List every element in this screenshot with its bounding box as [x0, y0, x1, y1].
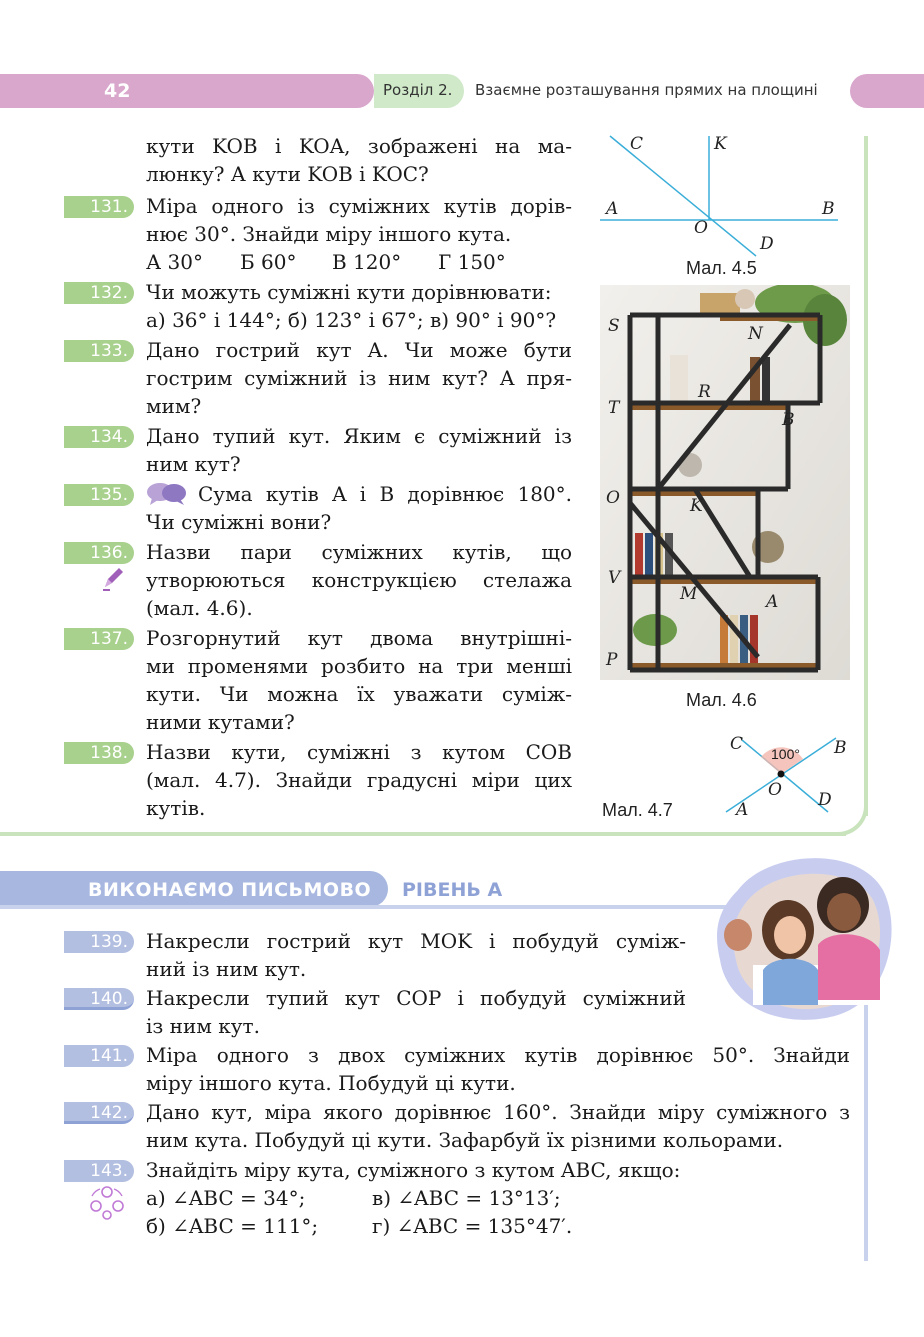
shelf-point-label: A — [766, 592, 779, 612]
shelf-point-label: O — [606, 488, 620, 508]
exercise-number: 141. — [64, 1045, 134, 1067]
exercise-text: а) 36° і 144°; б) 123° і 67°; в) 90° і 90°? — [146, 308, 557, 332]
exercise-number: 142. — [64, 1102, 134, 1124]
exercise-text: Дано кут, міра якого дорівнює 160°. Знайди міру суміжного з — [146, 1100, 850, 1124]
point-label: A — [606, 199, 619, 219]
exercise-text: Дано тупий кут. Яким є суміжний із — [146, 424, 572, 448]
point-label: C — [730, 734, 744, 754]
exercise-text: нює 30°. Знайди міру іншого кута. — [146, 222, 512, 246]
exercise-number: 137. — [64, 628, 134, 650]
point-label: O — [768, 780, 782, 800]
exercise-text: кутів. — [146, 796, 206, 820]
shelf-point-label: M — [680, 584, 698, 604]
shelf-point-label: B — [782, 410, 795, 430]
exercise-text: Накресли гострий кут MOK і побудуй суміж- — [146, 929, 686, 953]
answer-option: Б 60° — [240, 250, 297, 274]
point-label: B — [834, 738, 847, 758]
frame-bottom-border — [0, 832, 846, 836]
point-label: O — [694, 218, 708, 238]
exercise-text: ними кутами? — [146, 710, 295, 734]
header-bar — [0, 74, 374, 108]
shelf-point-label: T — [608, 398, 620, 418]
exercise-text: (мал. 4.6). — [146, 596, 253, 620]
exercise-number: 132. — [64, 282, 134, 304]
shelf-point-label: R — [698, 382, 711, 402]
exercise-text: ним кута. Побудуй ці кути. Зафарбуй їх різними кольорами. — [146, 1128, 784, 1152]
exercise-text: Сума кутів A і B дорівнює 180°. — [198, 482, 572, 506]
shelf-point-label: N — [748, 324, 763, 344]
exercise-text: мим? — [146, 394, 202, 418]
point-label: C — [630, 134, 644, 154]
shelf-point-label: S — [608, 316, 620, 336]
students-photo — [708, 850, 894, 1030]
frame-right-border — [864, 136, 868, 816]
exercise-text: Накресли тупий кут COP і побудуй суміжний — [146, 986, 686, 1010]
exercise-text: ми променями розбито на три менші — [146, 654, 572, 678]
speech-bubbles-icon — [146, 481, 188, 507]
point-label: D — [818, 790, 832, 810]
page-number: 42 — [104, 80, 131, 102]
exercise-text: Назви кути, суміжні з кутом COB — [146, 740, 572, 764]
exercise-number: 140. — [64, 988, 134, 1010]
exercise-text: із ним кут. — [146, 1014, 260, 1038]
exercise-text: Дано гострий кут A. Чи може бути — [146, 338, 572, 362]
figure-caption: Мал. 4.5 — [686, 258, 757, 278]
figure-caption: Мал. 4.7 — [602, 800, 673, 820]
section-label: Розділ 2. — [383, 81, 453, 99]
shelf-point-label: K — [690, 496, 703, 516]
header-right-tab — [850, 74, 924, 108]
answer-option: В 120° — [332, 250, 402, 274]
exercise-item: б) ∠ABC = 111°; — [146, 1214, 319, 1238]
pencil-icon — [100, 564, 126, 592]
exercise-text: гострим суміжний із ним кут? А пря- — [146, 366, 572, 390]
exercise-text: Міра одного із суміжних кутів дорів- — [146, 194, 572, 218]
figure-4-6-shelf-photo — [600, 285, 850, 680]
exercise-text: Знайдіть міру кута, суміжного з кутом ABC, якщо: — [146, 1158, 681, 1182]
chapter-title: Взаємне розташування прямих на площині — [475, 81, 818, 99]
exercise-number: 135. — [64, 484, 134, 506]
shelf-point-label: P — [606, 650, 618, 670]
shelf-point-label: V — [608, 568, 621, 588]
exercise-text: кути. Чи можна їх уважати суміж- — [146, 682, 572, 706]
exercise-text: Чи можуть суміжні кути дорівнювати: — [146, 280, 552, 304]
exercise-text: (мал. 4.7). Знайди градусні міри цих — [146, 768, 572, 792]
section-title: ВИКОНАЄМО ПИСЬМОВО — [88, 879, 372, 901]
exercise-text: Назви пари суміжних кутів, що — [146, 540, 572, 564]
section-level: РІВЕНЬ А — [402, 879, 503, 901]
exercise-number: 143. — [64, 1160, 134, 1182]
exercise-text: міру іншого кута. Побудуй ці кути. — [146, 1071, 516, 1095]
point-label: B — [822, 199, 835, 219]
exercise-item: в) ∠ABC = 13°13′; — [372, 1186, 561, 1210]
text-line: люнку? А кути KOB і KOC? — [146, 162, 429, 186]
group-work-icon — [88, 1186, 126, 1220]
exercise-number: 131. — [64, 196, 134, 218]
exercise-text: ний із ним кут. — [146, 957, 307, 981]
exercise-number: 138. — [64, 742, 134, 764]
point-label: D — [760, 234, 774, 254]
exercise-number: 139. — [64, 931, 134, 953]
exercise-item: а) ∠ABC = 34°; — [146, 1186, 306, 1210]
answer-option: А 30° — [146, 250, 203, 274]
exercise-number: 134. — [64, 426, 134, 448]
exercise-text: утворюються конструкцією стелажа — [146, 568, 572, 592]
answer-option: Г 150° — [438, 250, 506, 274]
exercise-number: 133. — [64, 340, 134, 362]
exercise-number: 136. — [64, 542, 134, 564]
point-label: A — [736, 800, 749, 820]
exercise-text: Міра одного з двох суміжних кутів дорівнює 50°. Знайди — [146, 1043, 850, 1067]
angle-value: 100° — [771, 746, 800, 762]
exercise-item: г) ∠ABC = 135°47′. — [372, 1214, 573, 1238]
text-line: кути KOB і KOA, зображені на ма- — [146, 134, 572, 158]
exercise-text: Чи суміжні вони? — [146, 510, 332, 534]
exercise-text: ним кут? — [146, 452, 241, 476]
point-label: K — [714, 134, 727, 154]
exercise-text: Розгорнутий кут двома внутрішні- — [146, 626, 572, 650]
figure-caption: Мал. 4.6 — [686, 690, 757, 710]
